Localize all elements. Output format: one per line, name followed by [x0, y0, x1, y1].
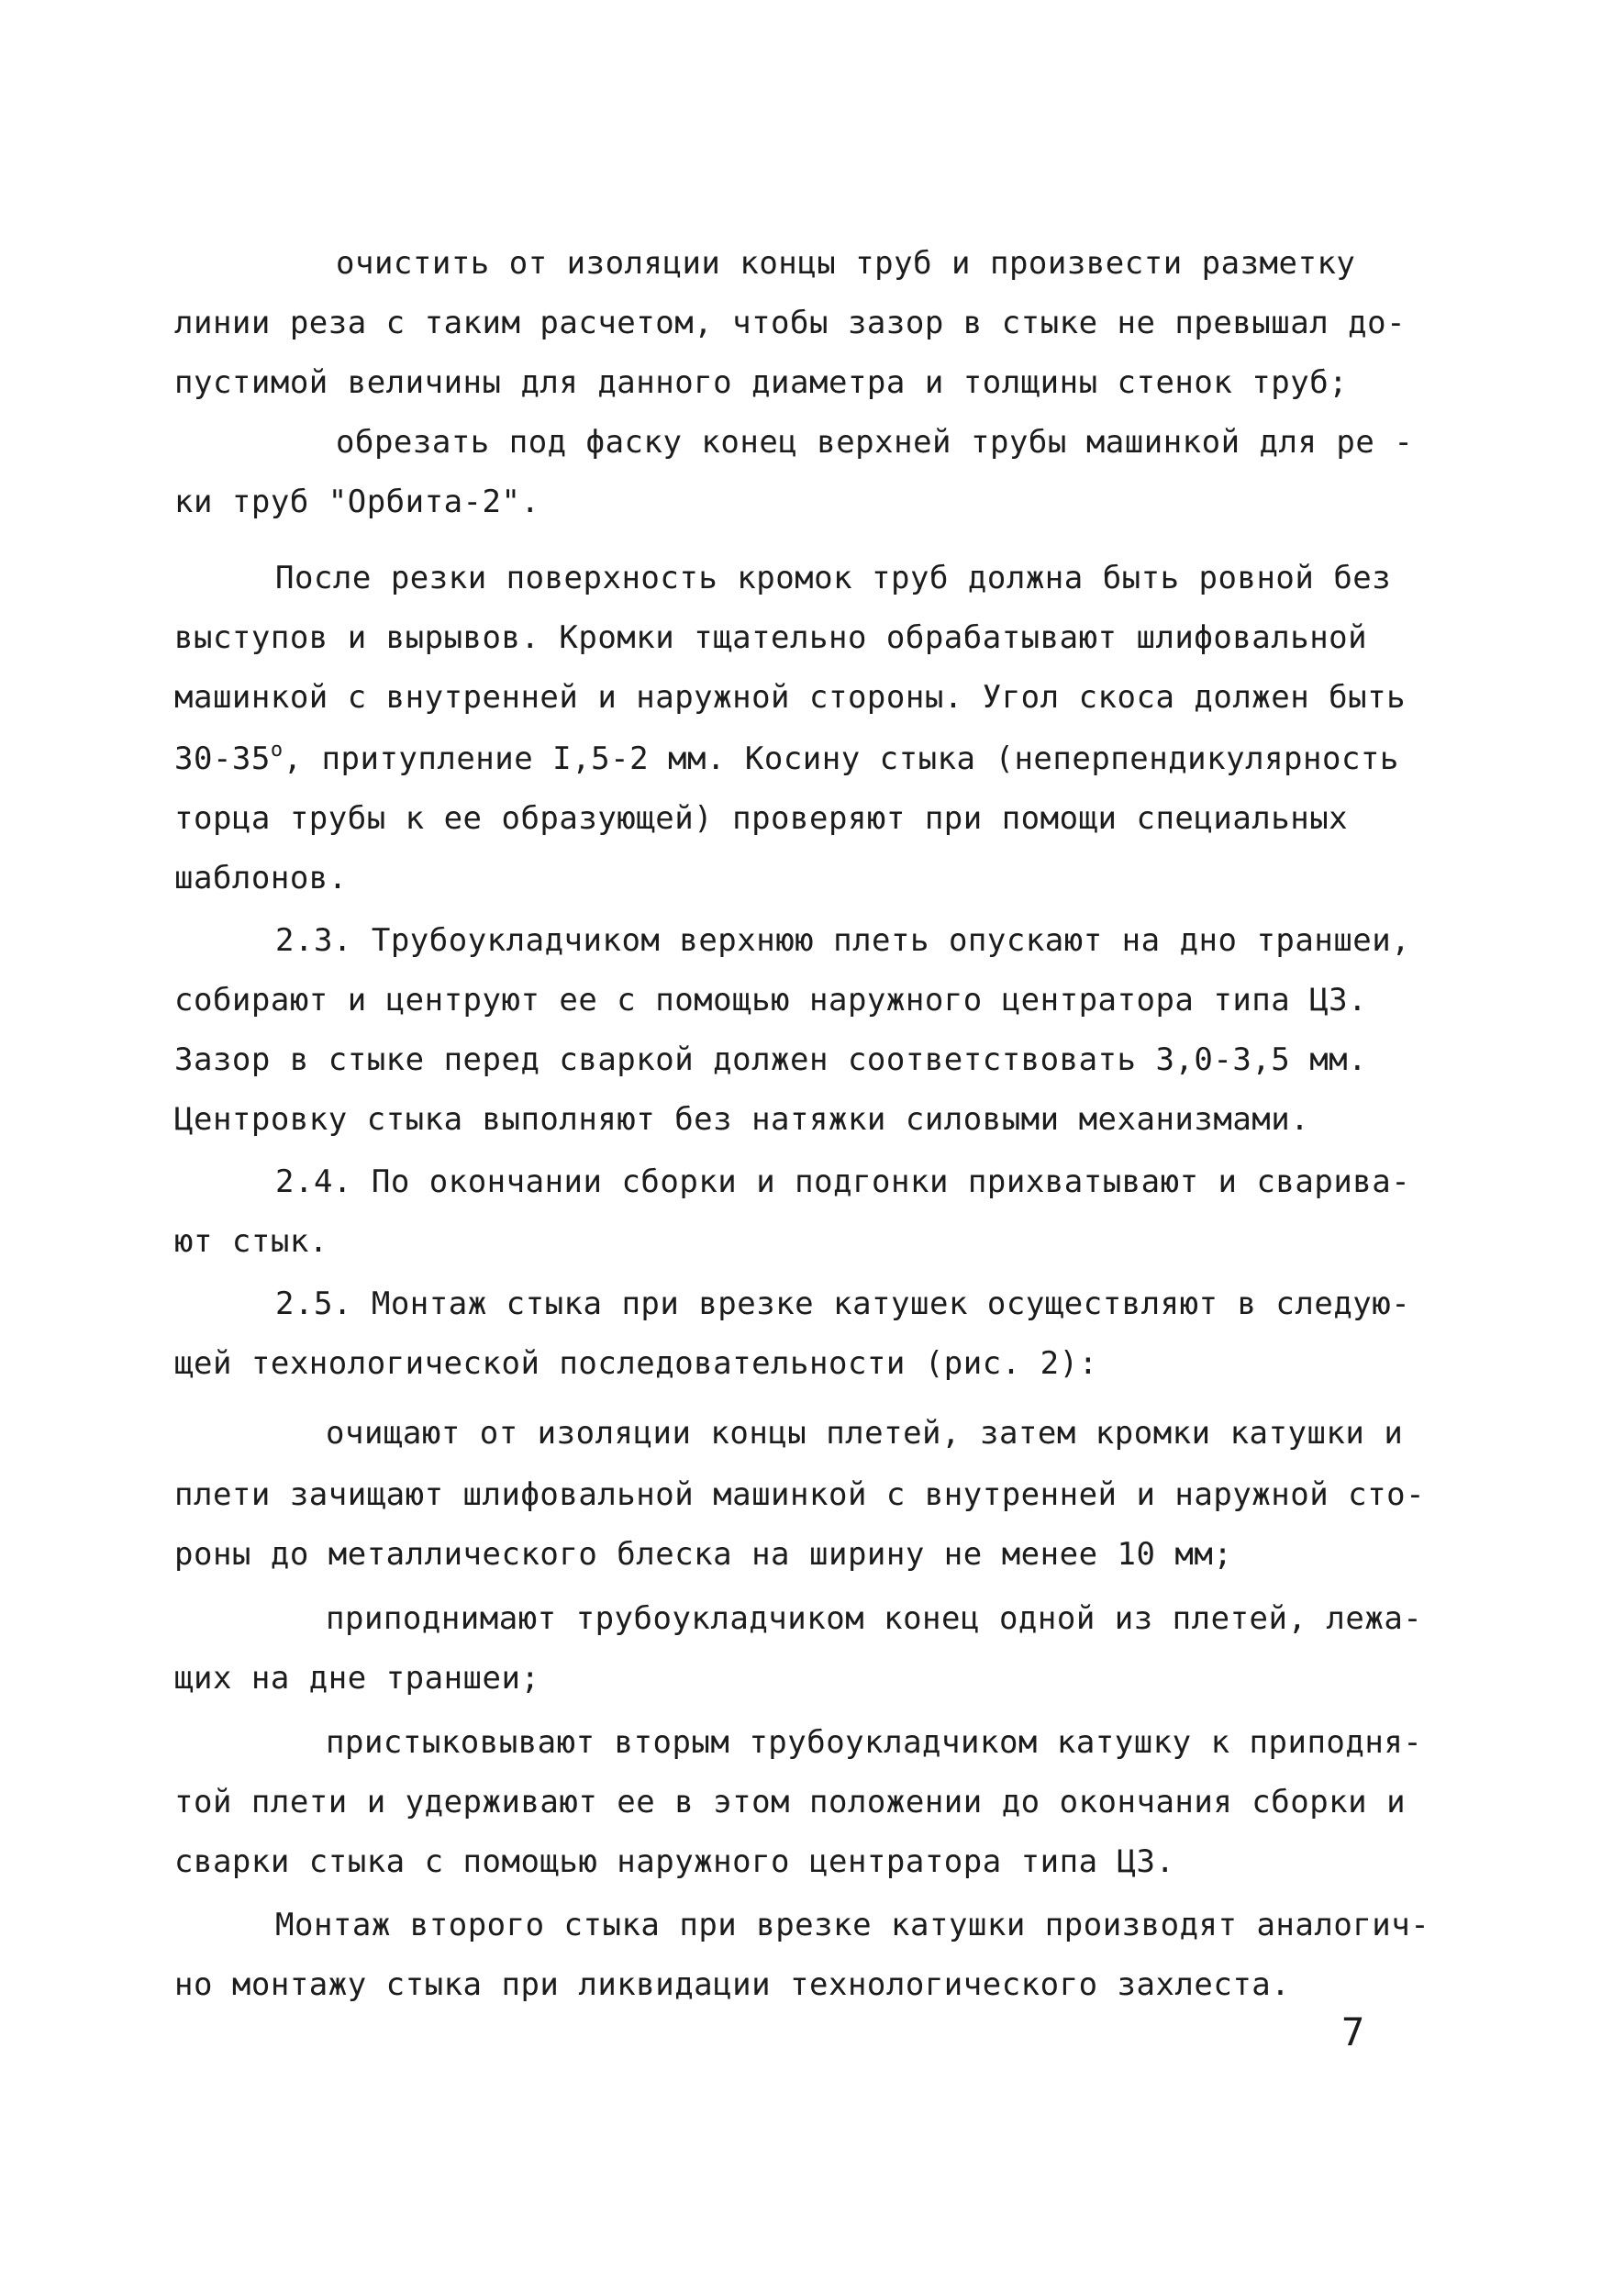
text-line: Центровку стыка выполняют без натяжки силовыми механизмами.	[174, 1101, 1310, 1138]
text-line: 2.5. Монтаж стыка при врезке катушек осуществляют в следую-	[275, 1286, 1411, 1322]
text-line: ют стык.	[174, 1223, 328, 1260]
text-line: сварки стыка с помощью наружного центратора типа ЦЗ.	[174, 1843, 1175, 1880]
angle-value: 30-35	[174, 740, 271, 777]
text-line: торца трубы к ее образующей) проверяют при помощи специальных	[174, 800, 1349, 837]
text-line: машинкой с внутренней и наружной стороны. Угол скоса должен быть	[174, 679, 1407, 716]
text-line: но монтажу стыка при ликвидации технологического захлеста.	[174, 1966, 1291, 2003]
text-line: плети зачищают шлифовальной машинкой с внутренней и наружной сто-	[174, 1476, 1426, 1513]
text-line: щей технологической последовательности (рис. 2):	[174, 1345, 1098, 1382]
text-line: Зазор в стыке перед сваркой должен соответствовать 3,0-3,5 мм.	[174, 1041, 1368, 1078]
page-number: 7	[1341, 2009, 1365, 2054]
text-line: собирают и центруют ее с помощью наружного центратора типа ЦЗ.	[174, 982, 1368, 1018]
text-line: Монтаж второго стыка при врезке катушки производят аналогич-	[275, 1907, 1430, 1943]
degree-superscript: о	[270, 739, 284, 762]
text-line: роны до металлического блеска на ширину не менее 10 мм;	[174, 1536, 1233, 1573]
text-line: шаблонов.	[174, 860, 348, 896]
text-line: ки труб "Орбита-2".	[174, 484, 540, 520]
text-line	[174, 739, 1399, 784]
text-line: той плети и удерживают ее в этом положении до окончания сборки и	[174, 1784, 1407, 1820]
text-line: пристыковывают вторым трубоукладчиком катушку к приподня-	[326, 1724, 1423, 1761]
text-line: очищают от изоляции концы плетей, затем кромки катушки и	[326, 1415, 1404, 1452]
text-line: выступов и вырывов. Кромки тщательно обрабатывают шлифовальной	[174, 619, 1368, 656]
text-line: 2.4. По окончании сборки и подгонки прихватывают и сварива-	[275, 1163, 1411, 1200]
text-line: После резки поверхность кромок труб должна быть ровной без	[275, 560, 1392, 596]
text-line: щих на дне траншеи;	[174, 1660, 540, 1697]
text-fragment: , притупление I,5-2 мм. Косину стыка (неперпендикулярность	[283, 740, 1399, 777]
text-line: линии реза с таким расчетом, чтобы зазор в стыке не превышал до-	[174, 305, 1407, 341]
text-line: приподнимают трубоукладчиком конец одной из плетей, лежа-	[326, 1600, 1423, 1637]
text-line: очистить от изоляции концы труб и произвести разметку	[336, 245, 1356, 282]
text-line: 2.3. Трубоукладчиком верхнюю плеть опускают на дно траншеи,	[275, 922, 1411, 959]
text-line: пустимой величины для данного диаметра и толщины стенок труб;	[174, 364, 1349, 401]
text-line: обрезать под фаску конец верхней трубы машинкой для ре -	[336, 424, 1414, 461]
